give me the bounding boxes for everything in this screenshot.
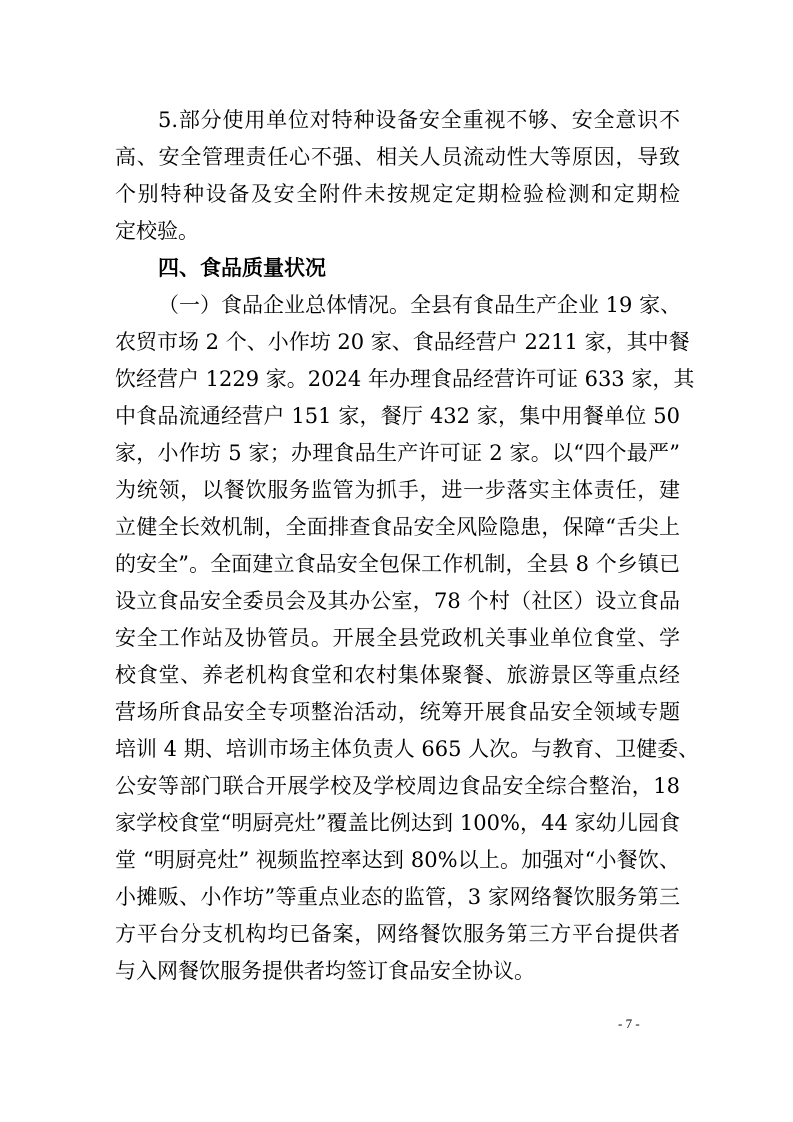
paragraph-2-line: 校食堂、养老机构食堂和农村集体聚餐、旅游景区等重点经 <box>115 663 680 687</box>
paragraph-2-line: 立健全长效机制，全面排查食品安全风险隐患，保障“舌尖上 <box>115 515 680 539</box>
paragraph-2-line: 设立食品安全委员会及其办公室，78 个村（社区）设立食品 <box>115 589 680 613</box>
paragraph-2-line: 与入网餐饮服务提供者均签订食品安全协议。 <box>115 959 535 983</box>
page-number: - 7 - <box>618 1016 640 1031</box>
paragraph-2-line: 中食品流通经营户 151 家，餐厅 432 家，集中用餐单位 50 <box>115 404 680 428</box>
paragraph-2-line: 培训 4 期、培训市场主体负责人 665 人次。与教育、卫健委、 <box>115 737 700 761</box>
paragraph-2-line: 家学校食堂“明厨亮灶”覆盖比例达到 100%，44 家幼儿园食 <box>115 811 680 835</box>
paragraph-1-line: 定校验。 <box>115 219 199 243</box>
paragraph-2-line: 方平台分支机构均已备案，网络餐饮服务第三方平台提供者 <box>115 922 680 946</box>
paragraph-2-line: 农贸市场 2 个、小作坊 20 家、食品经营户 2211 家，其中餐 <box>115 330 690 354</box>
paragraph-2-line: （一）食品企业总体情况。全县有食品生产企业 19 家、 <box>158 293 682 317</box>
section-heading: 四、食品质量状况 <box>158 256 326 280</box>
paragraph-2-line: 的安全”。全面建立食品安全包保工作机制，全县 8 个乡镇已 <box>115 552 680 576</box>
paragraph-2-line: 堂 “明厨亮灶” 视频监控率达到 80%以上。加强对“小餐饮、 <box>115 848 680 872</box>
paragraph-2-line: 饮经营户 1229 家。2024 年办理食品经营许可证 633 家，其 <box>115 367 695 391</box>
paragraph-1-line: 高、安全管理责任心不强、相关人员流动性大等原因，导致 <box>115 145 680 169</box>
paragraph-2-line: 小摊贩、小作坊”等重点业态的监管，3 家网络餐饮服务第三 <box>115 885 680 909</box>
paragraph-2-line: 营场所食品安全专项整治活动，统筹开展食品安全领域专题 <box>115 700 680 724</box>
paragraph-2-line: 为统领，以餐饮服务监管为抓手，进一步落实主体责任，建 <box>115 478 680 502</box>
paragraph-2-line: 安全工作站及协管员。开展全县党政机关事业单位食堂、学 <box>115 626 680 650</box>
paragraph-2-line: 家，小作坊 5 家；办理食品生产许可证 2 家。以“四个最严” <box>115 441 680 465</box>
paragraph-2-line: 公安等部门联合开展学校及学校周边食品安全综合整治，18 <box>115 774 680 798</box>
paragraph-1-line: 5.部分使用单位对特种设备安全重视不够、安全意识不 <box>158 108 680 132</box>
paragraph-1-line: 个别特种设备及安全附件未按规定定期检验检测和定期检 <box>115 182 680 206</box>
